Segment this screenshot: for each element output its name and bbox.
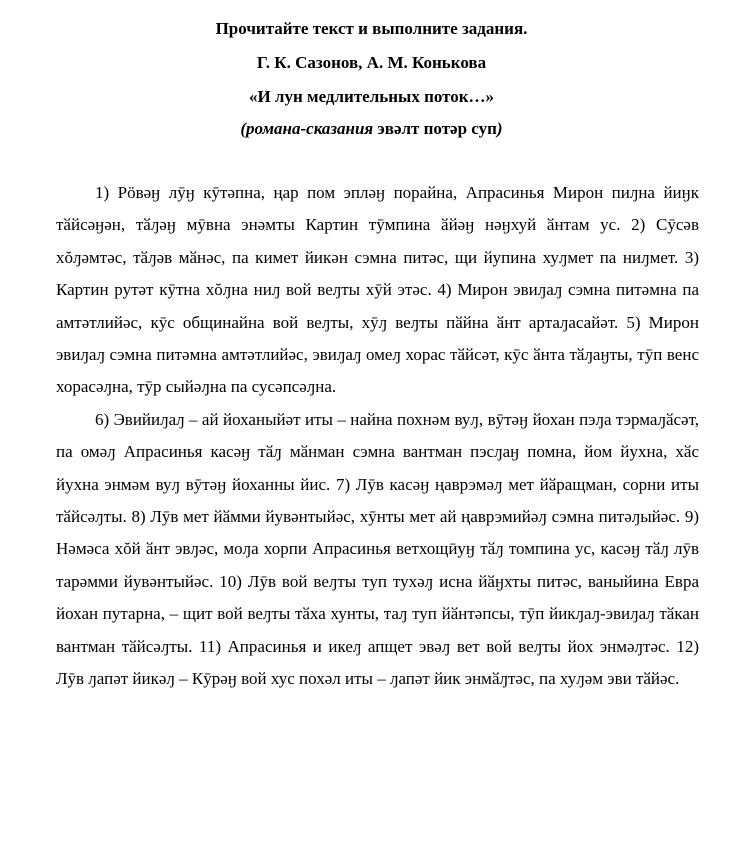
work-title: «И лун медлительных поток…»: [248, 87, 495, 106]
paragraph-2: 6) Эвийиԓаԓ – ай йоханыйәт иты – найна похнәм вуԓ, вӯтәӈ йохан пэԓа тэрмаԓӑсәт, па омәԓ Апрасинья касәӈ тӑԓ мӑнман сэмна вантман пэсԓаӈ помна, йом йухна, хӑс йухна энмәм вуԓ вӯтәӈ йоханны йис. 7) Лӯв касәӈ ңаврэмәԓ мет йӑращман, сорни иты тӑйсәԓты. 8) Лӯв мет йӑмми йувәнтыйәс, хӯнты мет ай ңаврэмийәԓ сэмна питәԓыйәс. 9) Нәмәса хŏй ӑнт эвԓәс, моԓа хорпи Апрасинья ветхощӣуӈ тӑԓ томпина ус, касәӈ тӑԓ лӯв тарәмми йувәнтыйәс. 10) Лӯв вой веԓты туп тухәԓ исна йӑӈхты питәс, ваныйина Евра йохан путарна, – щит вой веԓты тӑха хунты, таԓ туп йӑнтәпсы, тӯп йикԓаԓ-эвиԓаԓ тӑкан вантман тӑйсәԓты. 11) Апрасинья и икеԓ апщет эвәԓ вет вой веԓты йох энмәԓтәс. 12) Лӯв ԓапәт йикәԓ – Кӯрәӈ вой хус похәл иты – ԓапәт йик энмӑԓтәс, па хуԓәм эви тӑйәс.: [56, 409, 699, 689]
subtitle-regular-part: эвәлт потәр суп: [373, 119, 497, 138]
paragraph-1: 1) Рӧвәӈ лӯӈ кӯтәпна, ңар пом эпләӈ порайна, Апрасинья Мирон пиԓна йиӈк тӑйсәӈән, тӑԓәӈ мӯвна энәмты Картин тӯмпина ӑйәӈ нәӈхуй ӑнтам ус. 2) Сӯсәв хŏԓәмтәс, тӑԓәв мӑнәс, па кимет йикән сэмна питәс, щи йупина хуԓмет па ниԓмет. 3) Картин рутәт кӯтна хŏԓна ниԓ вой веԓты хӯй этәс. 4) Мирон эвиԓаԓ сэмна питәмна па амтәтлийәс, кӯс общинайна вой веԓты, хӯԓ веԓты пӑйна ӑнт артаԓасайәт. 5) Мирон эвиԓаԓ сэмна питәмна амтәтлийәс, эвиԓаԓ омеԓ хорас тӑйсәт, кӯс ӑнта тӑԓаӈты, тӯп венс хорасәԓна, тӯр сыйәԓна па сусәпсәԓна.: [56, 183, 699, 397]
instruction-heading: Прочитайте текст и выполните задания.: [215, 19, 528, 38]
text-body: [56, 177, 699, 696]
subtitle-closing-paren: ): [496, 119, 503, 138]
subtitle-italic-part: (романа-сказания: [240, 119, 374, 138]
authors-line: Г. К. Сазонов, А. М. Конькова: [256, 53, 487, 72]
work-subtitle: [0, 119, 743, 139]
